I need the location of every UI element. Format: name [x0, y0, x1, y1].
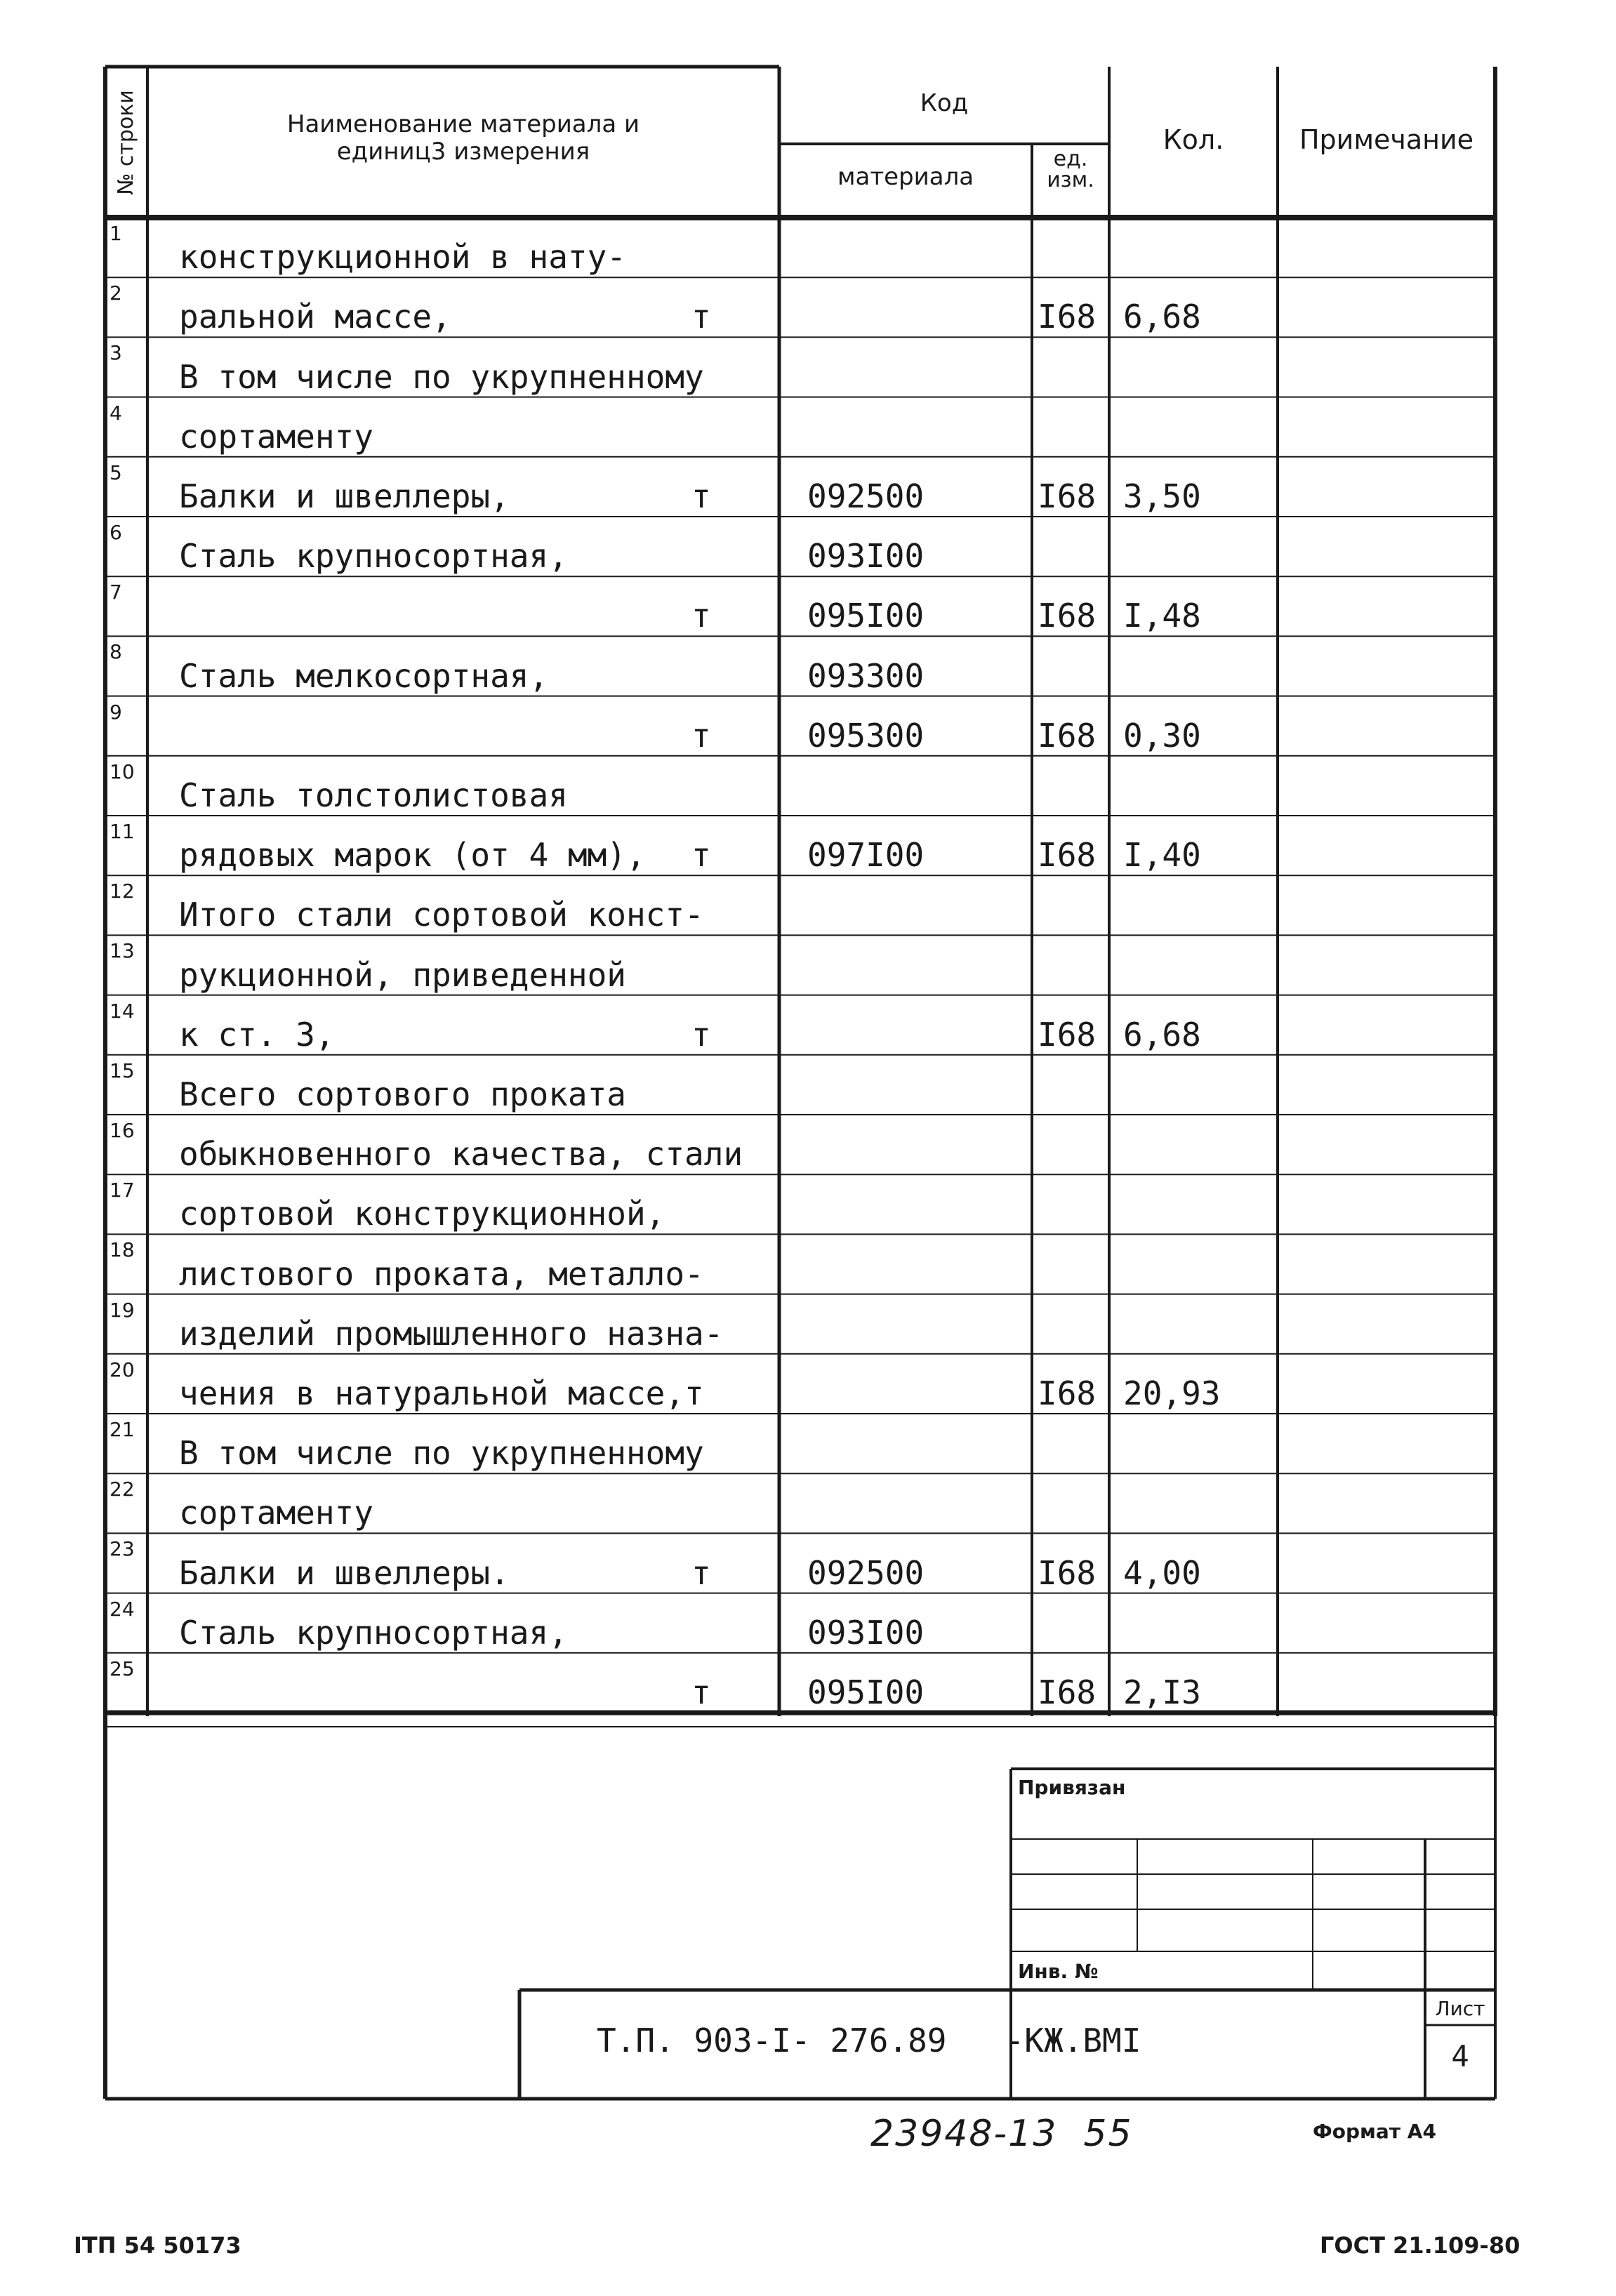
material-code: 093300	[807, 656, 925, 695]
material-name: конструкционной в нату-	[179, 238, 626, 277]
header-code: Код	[920, 89, 969, 117]
material-name: Сталь крупносортная,	[179, 1613, 568, 1652]
row-number: 24	[110, 1597, 135, 1621]
material-name: Всего сортового проката	[179, 1075, 626, 1113]
table-row	[0, 636, 1616, 696]
material-code: 093I00	[807, 537, 925, 576]
table-row	[0, 1653, 1616, 1713]
table-row	[0, 1473, 1616, 1533]
material-name: Сталь толстолистовая	[179, 776, 568, 814]
row-number: 9	[110, 700, 122, 724]
table-body	[0, 218, 1616, 1713]
unit-letter: т	[691, 298, 711, 336]
row-number: 6	[110, 521, 122, 544]
material-name: В том числе по укрупненному	[179, 357, 704, 396]
table-row	[0, 1354, 1616, 1414]
table-row	[0, 1174, 1616, 1234]
material-code: 093I00	[807, 1613, 925, 1652]
material-code: 097I00	[807, 836, 925, 875]
footer-left: ITП 54 50173	[74, 2232, 241, 2259]
table-row	[0, 337, 1616, 397]
handwritten-number: 23948-13 55	[870, 2113, 1133, 2155]
row-number: 4	[110, 401, 122, 425]
row-number: 20	[110, 1358, 135, 1381]
header-row-number	[107, 70, 146, 214]
quantity: 20,93	[1123, 1374, 1221, 1412]
unit-letter: т	[691, 836, 711, 875]
header-note: Примечание	[1299, 124, 1474, 155]
table-row	[0, 756, 1616, 816]
material-name: сортаменту	[179, 417, 373, 456]
table-row	[0, 397, 1616, 457]
table-row	[0, 1414, 1616, 1473]
material-name: к ст. 3,	[179, 1015, 335, 1054]
row-number: 15	[110, 1059, 135, 1082]
unit-code: I68	[1038, 1015, 1097, 1054]
unit-letter: т	[691, 1673, 711, 1711]
header-code-material: материала	[837, 163, 974, 191]
table-row	[0, 696, 1616, 756]
privyazan-label: Привязан	[1018, 1776, 1126, 1799]
material-code: 095300	[807, 716, 925, 755]
header-material-name	[154, 111, 772, 166]
header-row-number-label: № строки	[113, 89, 138, 195]
table-row	[0, 517, 1616, 576]
quantity: 0,30	[1123, 716, 1201, 755]
row-number: 10	[110, 759, 135, 783]
row-number: 19	[110, 1298, 135, 1322]
row-number: 16	[110, 1119, 135, 1142]
material-name: рукционной, приведенной	[179, 955, 626, 994]
row-number: 5	[110, 460, 122, 484]
material-name: обыкновенного качества, стали	[179, 1135, 743, 1174]
table-row	[0, 1294, 1616, 1354]
material-name: Сталь мелкосортная,	[179, 656, 549, 695]
quantity: 6,68	[1123, 298, 1201, 336]
document-designation: Т.П. 903-I- 276.89 -КЖ.ВМI	[597, 2022, 1141, 2059]
quantity: 2,I3	[1123, 1673, 1201, 1711]
header-code-unit	[1032, 149, 1109, 191]
table-row	[0, 277, 1616, 337]
material-name: рядовых марок (от 4 мм),	[179, 836, 646, 875]
material-name: сортаменту	[179, 1494, 373, 1532]
footer-right: ГОСТ 21.109-80	[1320, 2232, 1521, 2259]
row-number: 7	[110, 580, 122, 604]
format-label: Формат А4	[1313, 2120, 1436, 2143]
material-name: листового проката, металло-	[179, 1254, 704, 1293]
row-number: 12	[110, 880, 135, 903]
material-name: Балки и швеллеры.	[179, 1553, 510, 1592]
row-number: 17	[110, 1179, 135, 1202]
row-number: 8	[110, 640, 122, 664]
unit-letter: т	[691, 1015, 711, 1054]
unit-code: I68	[1038, 1553, 1097, 1592]
table-row	[0, 1055, 1616, 1115]
table-row	[0, 935, 1616, 995]
material-name: Итого стали сортовой конст-	[179, 896, 704, 934]
unit-code: I68	[1038, 597, 1097, 635]
quantity: 4,00	[1123, 1553, 1201, 1592]
material-name: В том числе по укрупненному	[179, 1434, 704, 1473]
inv-no-label: Инв. №	[1018, 1960, 1099, 1983]
row-number: 11	[110, 820, 135, 843]
material-name: Балки и швеллеры,	[179, 477, 510, 515]
material-name: ральной массе,	[179, 298, 451, 336]
unit-letter: т	[691, 716, 711, 755]
quantity: I,40	[1123, 836, 1201, 875]
table-row	[0, 875, 1616, 935]
unit-code: I68	[1038, 477, 1097, 515]
table-row	[0, 1234, 1616, 1294]
row-number: 1	[110, 222, 122, 245]
header-code-unit-line1: ед.	[1053, 147, 1088, 171]
unit-code: I68	[1038, 836, 1097, 875]
table-row	[0, 1533, 1616, 1593]
material-code: 095I00	[807, 1673, 925, 1711]
sheet-number: 4	[1451, 2039, 1469, 2073]
table-row	[0, 218, 1616, 277]
row-number: 22	[110, 1478, 135, 1501]
quantity: 6,68	[1123, 1015, 1201, 1054]
row-number: 13	[110, 939, 135, 963]
material-name: изделий промышленного назна-	[179, 1314, 724, 1353]
material-code: 092500	[807, 477, 925, 515]
unit-code: I68	[1038, 1374, 1097, 1412]
unit-code: I68	[1038, 1673, 1097, 1711]
table-row	[0, 816, 1616, 875]
row-number: 23	[110, 1537, 135, 1561]
material-code: 095I00	[807, 597, 925, 635]
material-name: сортовой конструкционной,	[179, 1195, 665, 1233]
unit-letter: т	[691, 1553, 711, 1592]
material-name: чения в натуральной массе,т	[179, 1374, 704, 1412]
row-number: 14	[110, 999, 135, 1023]
header-qty: Кол.	[1163, 124, 1224, 155]
row-number: 3	[110, 341, 122, 365]
material-name: Сталь крупносортная,	[179, 537, 568, 576]
table-row	[0, 576, 1616, 636]
row-number: 18	[110, 1238, 135, 1262]
material-code: 092500	[807, 1553, 925, 1592]
header-material-name-line2: единиц3 измерения	[336, 138, 590, 166]
table-row	[0, 1593, 1616, 1653]
unit-code: I68	[1038, 716, 1097, 755]
unit-letter: т	[691, 597, 711, 635]
table-row	[0, 457, 1616, 517]
row-number: 2	[110, 281, 122, 305]
table-row	[0, 1115, 1616, 1174]
quantity: 3,50	[1123, 477, 1201, 515]
unit-letter: т	[691, 477, 711, 515]
sheet-label: Лист	[1435, 1997, 1485, 2020]
table-row	[0, 995, 1616, 1055]
row-number: 25	[110, 1657, 135, 1680]
row-number: 21	[110, 1418, 135, 1441]
header-material-name-line1: Наименование материала и	[286, 110, 640, 138]
quantity: I,48	[1123, 597, 1201, 635]
unit-code: I68	[1038, 298, 1097, 336]
header-code-unit-line2: изм.	[1047, 168, 1094, 192]
